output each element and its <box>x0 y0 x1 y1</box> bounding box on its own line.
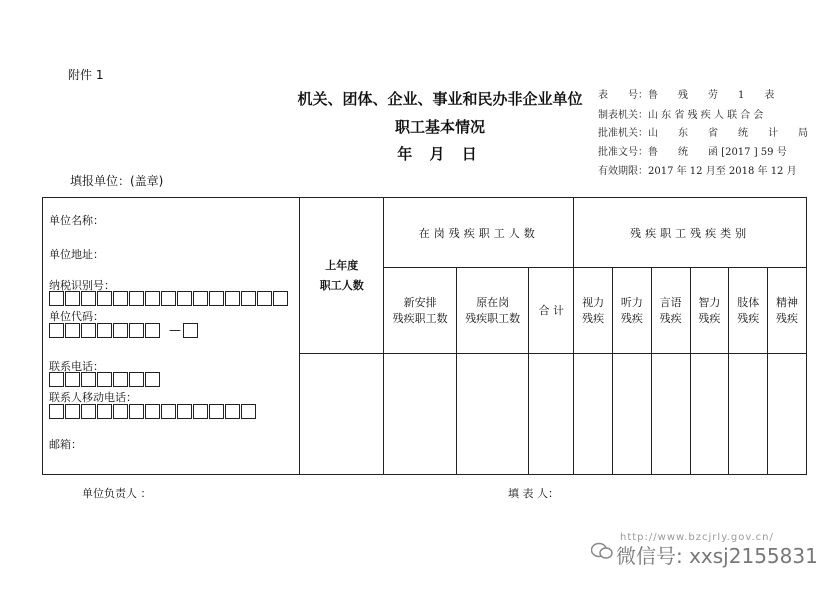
hearing-input[interactable] <box>612 354 651 475</box>
sub-l1: 新安排 <box>403 295 437 309</box>
mobile-boxes[interactable] <box>49 404 257 419</box>
meta-form-no: 表 号：鲁 残 劳 1 表 <box>598 90 775 101</box>
sub-l1: 听力 <box>620 295 643 309</box>
sub-l2: 残疾职工数 <box>465 311 521 325</box>
sub-header-new <box>384 268 457 354</box>
wechat-icon <box>591 542 613 560</box>
unit-code-check-box[interactable] <box>183 323 199 338</box>
sub-l1: 智力 <box>698 295 721 309</box>
sub-l1: 合 计 <box>538 303 565 317</box>
unit-code-boxes[interactable] <box>49 323 161 338</box>
sub-header-physical <box>729 268 768 354</box>
sub-header-mental <box>768 268 807 354</box>
original-input[interactable] <box>456 354 529 475</box>
sub-l2: 残疾 <box>659 311 682 325</box>
last-year-line1: 上年度 <box>325 258 359 272</box>
sub-l1: 精神 <box>776 295 799 309</box>
onpost-header: 在岗残疾职工人数 <box>384 198 574 268</box>
responsible-label: 单位负责人 ： <box>82 487 152 500</box>
new-input[interactable] <box>384 354 457 475</box>
email-label: 邮箱： <box>49 438 82 451</box>
unit-address-label: 单位地址： <box>49 248 104 261</box>
sub-header-speech <box>651 268 690 354</box>
unit-info-cell <box>43 198 300 475</box>
staff-table <box>42 197 807 475</box>
unit-name-label: 单位名称： <box>49 214 104 227</box>
sub-l1: 言语 <box>659 295 682 309</box>
sub-header-hearing <box>612 268 651 354</box>
code-dash: — <box>169 323 181 337</box>
phone-label: 联系电话： <box>49 360 104 373</box>
sub-l2: 残疾 <box>620 311 643 325</box>
form-subtitle: 职工基本情况 <box>394 118 485 136</box>
vision-input[interactable] <box>574 354 613 475</box>
fill-unit-label: 填报单位：(盖章) <box>70 174 164 188</box>
last-year-line2: 职工人数 <box>319 278 364 292</box>
tax-id-label: 纳税识别号： <box>49 279 115 292</box>
mental-input[interactable] <box>768 354 807 475</box>
sub-l2: 残疾 <box>698 311 721 325</box>
sub-l2: 残疾 <box>737 311 760 325</box>
sub-l2: 残疾 <box>582 311 605 325</box>
last-year-header <box>300 198 384 354</box>
filler-label: 填 表 人： <box>508 487 559 500</box>
meta-approval-no: 批准文号：鲁 统 函 [2017 ] 59 号 <box>598 147 787 158</box>
sub-header-intellect <box>690 268 729 354</box>
meta-approver: 批准机关：山 东 省 统 计 局 <box>598 128 808 139</box>
sub-header-vision <box>574 268 613 354</box>
watermark-wechat: 微信号: xxsj2155831 <box>616 544 818 568</box>
sub-header-total <box>529 268 574 354</box>
intellect-input[interactable] <box>690 354 729 475</box>
sub-l1: 原在岗 <box>476 295 510 309</box>
attachment-label: 附件 1 <box>68 68 104 82</box>
mobile-label: 联系人移动电话： <box>49 391 137 404</box>
sub-l2: 残疾职工数 <box>392 311 448 325</box>
total-input[interactable] <box>529 354 574 475</box>
form-title: 机关、团体、企业、事业和民办非企业单位 <box>297 90 583 108</box>
sub-l1: 视力 <box>582 295 605 309</box>
speech-input[interactable] <box>651 354 690 475</box>
sub-header-original <box>456 268 529 354</box>
last-year-input[interactable] <box>300 354 384 475</box>
physical-input[interactable] <box>729 354 768 475</box>
meta-validity: 有效期限：2017 年 12 月至 2018 年 12 月 <box>598 166 797 177</box>
category-header: 残疾职工残疾类别 <box>574 198 807 268</box>
meta-issuer: 制表机关：山 东 省 残 疾 人 联 合 会 <box>598 110 764 121</box>
sub-l1: 肢体 <box>737 295 760 309</box>
watermark-url: http://www.bzcjrly.gov.cn/ <box>620 532 774 543</box>
sub-l2: 残疾 <box>776 311 799 325</box>
tax-id-boxes[interactable] <box>49 291 289 306</box>
unit-code-label: 单位代码： <box>49 310 104 323</box>
form-date: 年 月 日 <box>397 145 483 163</box>
phone-boxes[interactable] <box>49 372 161 387</box>
